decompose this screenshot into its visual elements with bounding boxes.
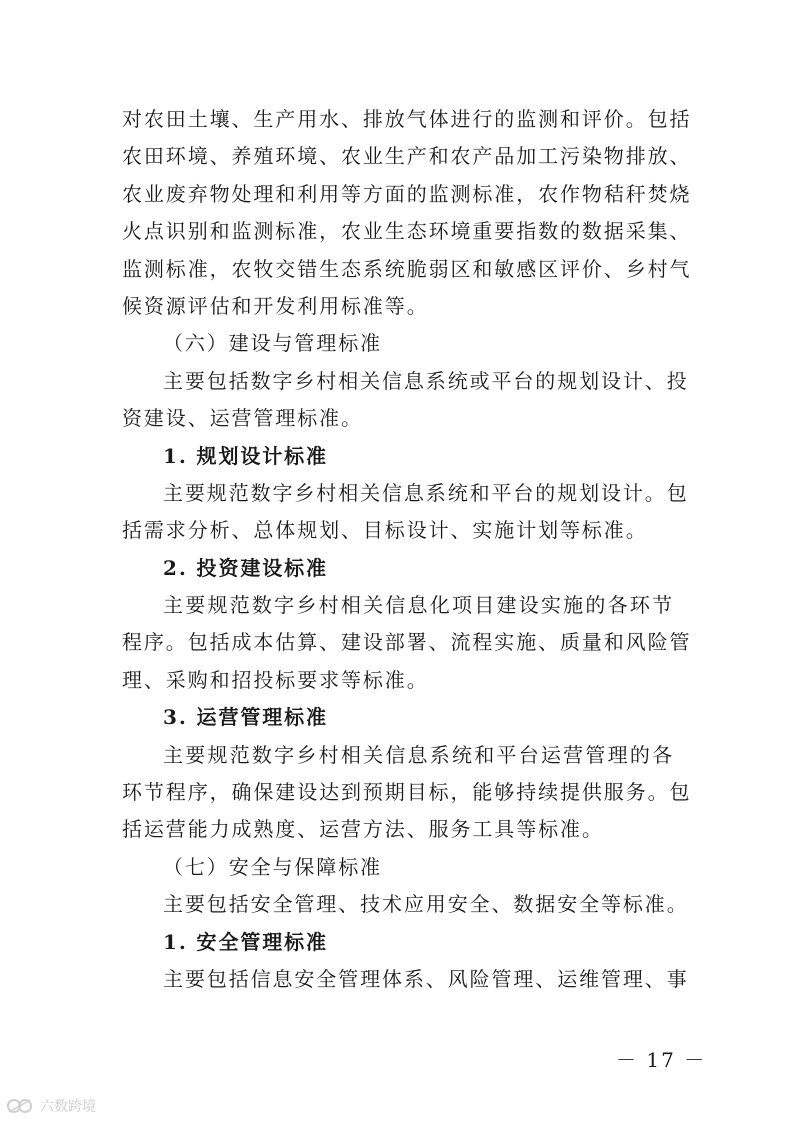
text-line: 候资源评估和开发利用标准等。 (122, 293, 429, 318)
document-body (122, 101, 692, 998)
text-line: 农业废弃物处理和利用等方面的监测标准，农作物秸秆焚烧 (122, 181, 692, 206)
subheading-security-management: 1. 安全管理标准 (163, 929, 328, 954)
text-line: 括运营能力成熟度、运营方法、服务工具等标准。 (122, 817, 604, 842)
text-line: 火点识别和监测标准，农业生态环境重要指数的数据采集、 (122, 219, 692, 244)
paragraph-security-management: 主要包括信息安全管理体系、风险管理、运维管理、事 (163, 966, 689, 991)
text-line: 理、采购和招投标要求等标准。 (122, 667, 429, 692)
subheading-operation-management: 3. 运营管理标准 (163, 705, 328, 730)
text-line: 主要包括数字乡村相关信息系统或平台的规划设计、投 (163, 368, 689, 393)
brand-logo-icon (6, 1097, 34, 1115)
paragraph-operation-management (122, 737, 692, 849)
section-heading-construction-management: （六）建设与管理标准 (163, 331, 382, 356)
paragraph-planning-design (122, 475, 689, 550)
text-line: 括需求分析、总体规划、目标设计、实施计划等标准。 (122, 518, 648, 543)
text-line: 环节程序，确保建设达到预期目标，能够持续提供服务。包 (122, 780, 692, 805)
watermark (6, 1096, 96, 1116)
paragraph-security-intro: 主要包括安全管理、技术应用安全、数据安全等标准。 (163, 892, 689, 917)
text-line: 资建设、运营管理标准。 (122, 406, 363, 431)
paragraph-ag-monitoring (122, 101, 692, 325)
subheading-investment-construction: 2. 投资建设标准 (163, 555, 328, 580)
section-heading-security-assurance: （七）安全与保障标准 (163, 854, 382, 879)
text-line: 主要规范数字乡村相关信息化项目建设实施的各环节 (163, 593, 674, 618)
subheading-planning-design: 1. 规划设计标准 (163, 443, 328, 468)
text-line: 主要规范数字乡村相关信息系统和平台的规划设计。包 (163, 480, 689, 505)
paragraph-construction-intro (122, 363, 689, 438)
paragraph-investment-construction (122, 587, 692, 699)
watermark-text: 六数跨境 (40, 1099, 96, 1115)
text-line: 主要规范数字乡村相关信息系统和平台运营管理的各 (163, 742, 674, 767)
page-number: － 17 － (616, 1048, 707, 1072)
text-line: 监测标准，农牧交错生态系统脆弱区和敏感区评价、乡村气 (122, 256, 692, 281)
text-line: 农田环境、养殖环境、农业生产和农产品加工污染物排放、 (122, 144, 692, 169)
text-line: 程序。包括成本估算、建设部署、流程实施、质量和风险管 (122, 630, 692, 655)
text-line: 对农田土壤、生产用水、排放气体进行的监测和评价。包括 (122, 107, 692, 131)
